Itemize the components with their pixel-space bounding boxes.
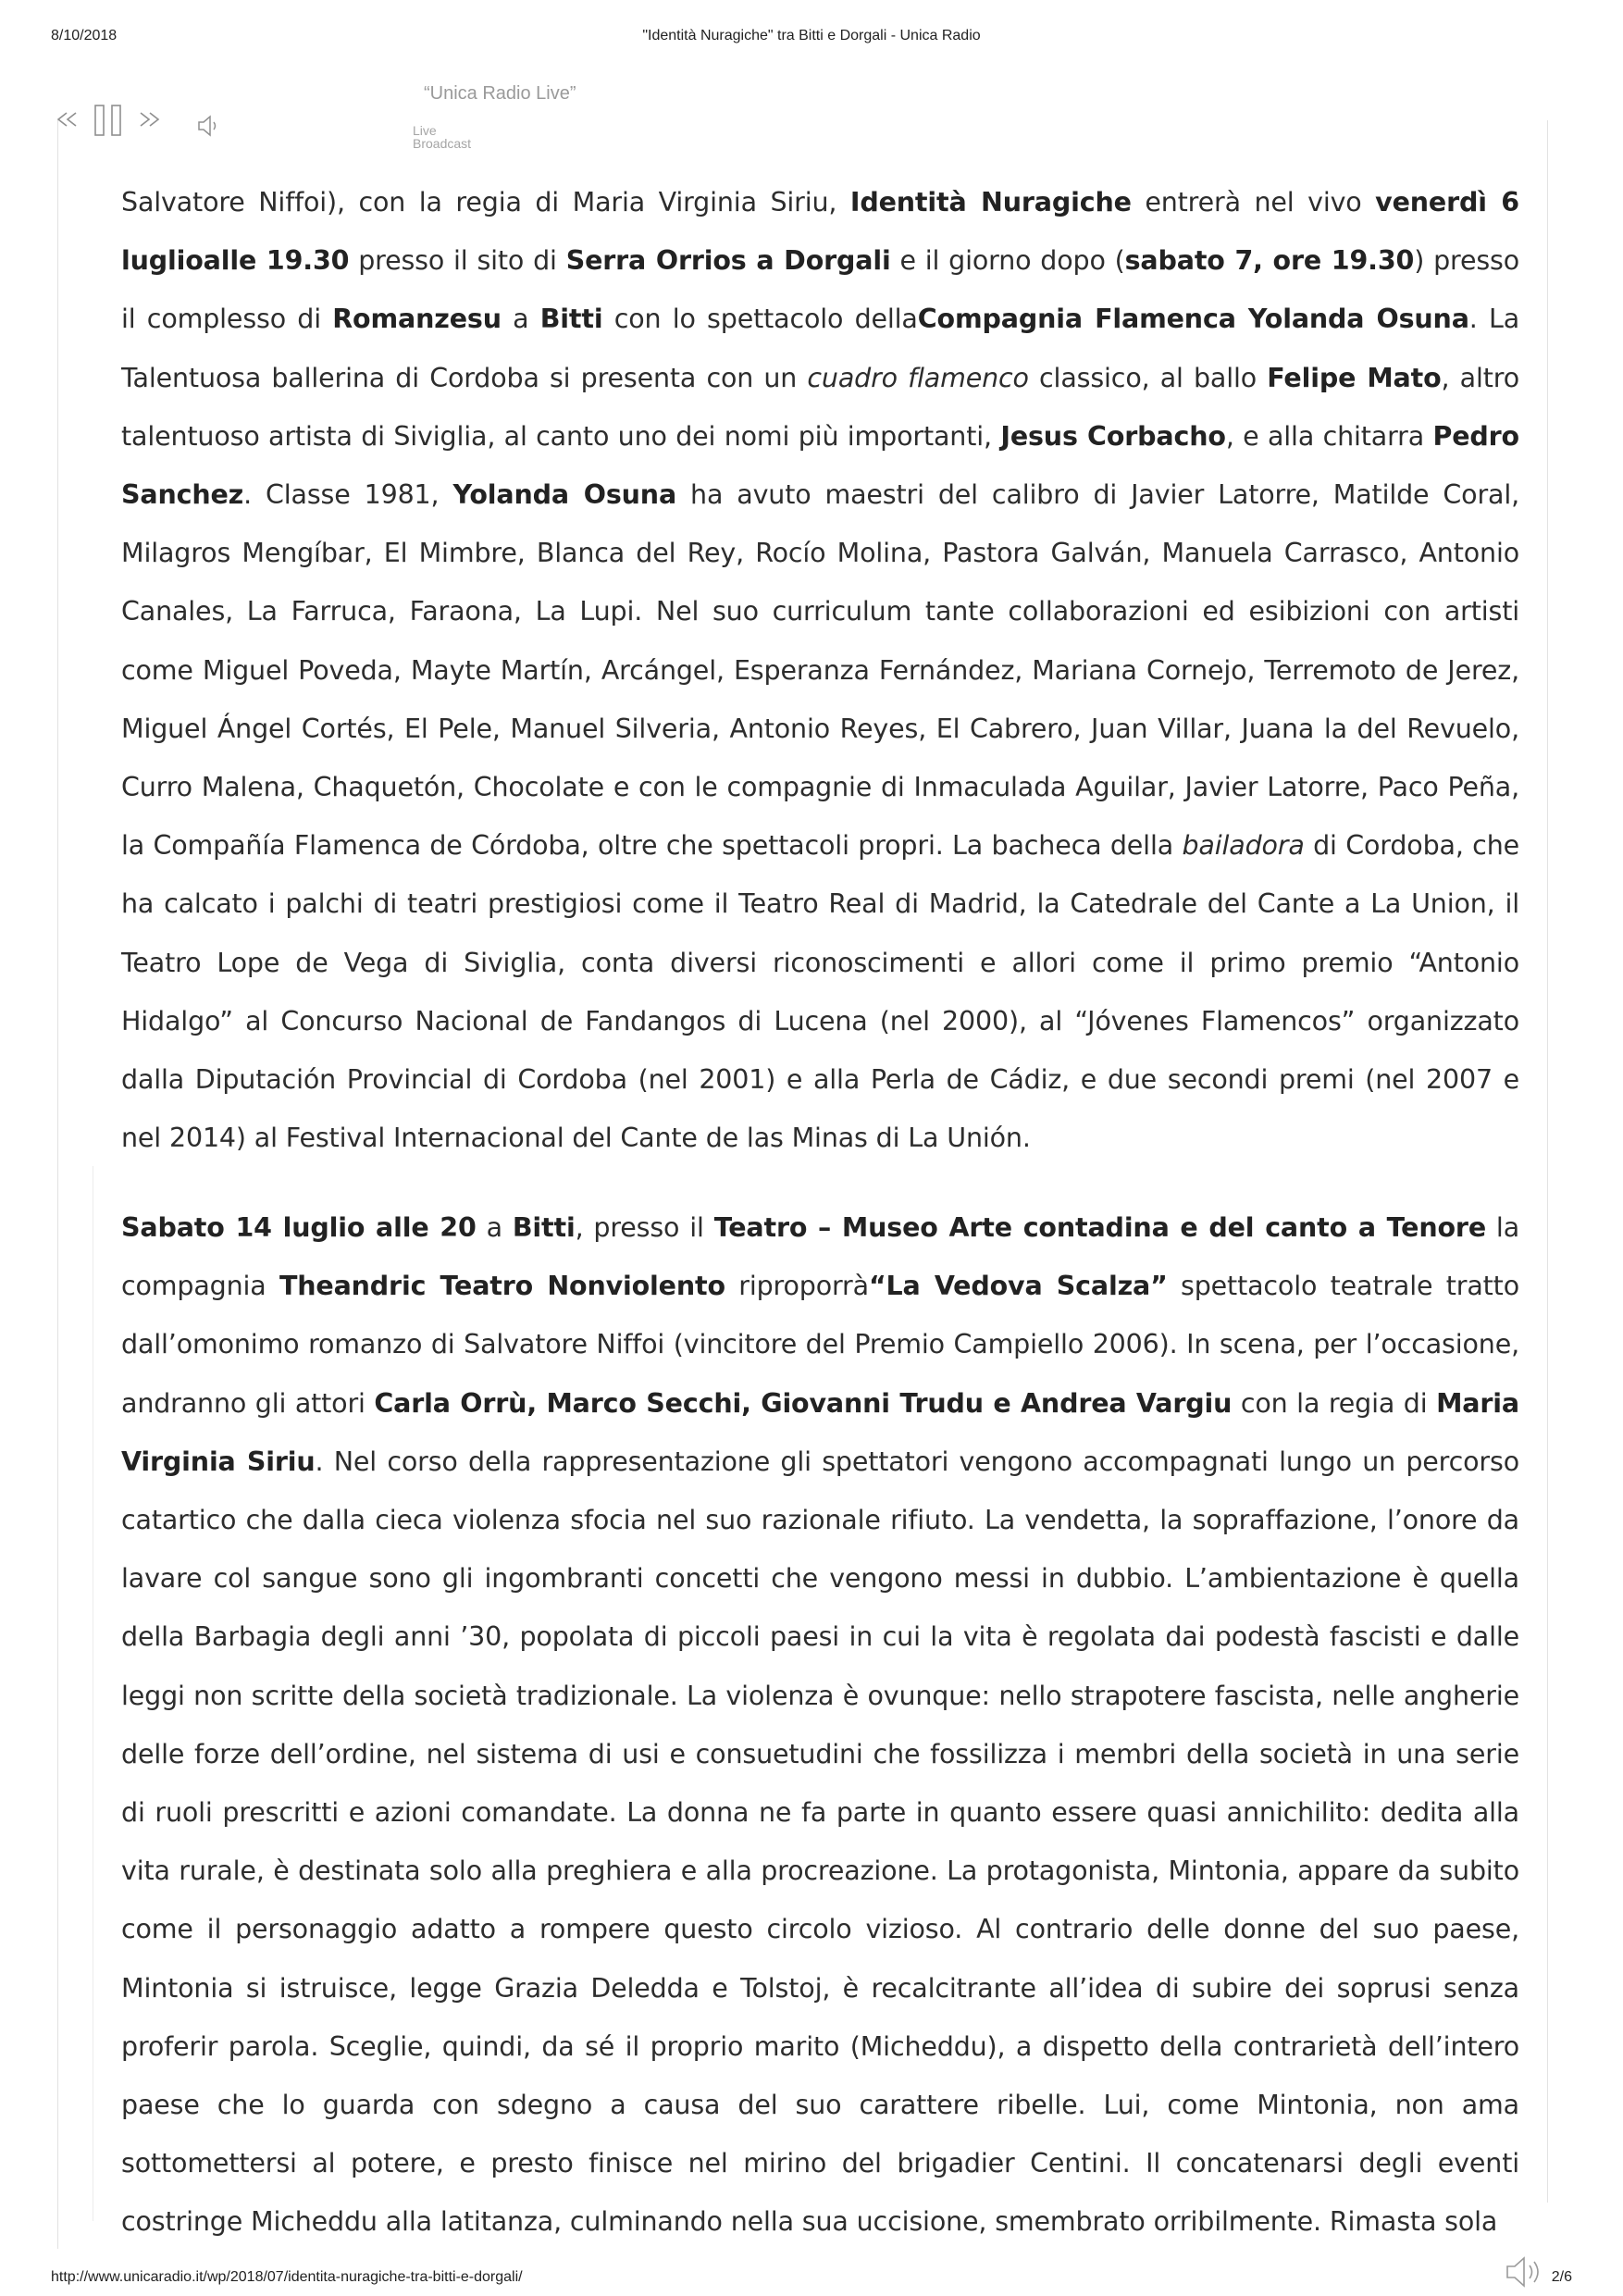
bold-text: Teatro – Museo Arte contadina e del canto a Tenore bbox=[713, 1212, 1487, 1243]
text-run: , altro talentuoso artista di Siviglia, al canto uno dei nomi più importanti, bbox=[121, 362, 1519, 452]
text-run: Salvatore Niffoi), con la regia di Maria Virginia Siriu, bbox=[121, 187, 850, 217]
text-run: con lo spettacolo della bbox=[602, 304, 918, 335]
bold-text: Maria Virginia Siriu bbox=[121, 1387, 1519, 1477]
text-run: ) presso il complesso di bbox=[121, 245, 1520, 335]
text-run: . Classe 1981, bbox=[243, 479, 453, 511]
bold-text: sabato 7, ore 19.30 bbox=[1124, 245, 1415, 277]
text-run: presso il sito di bbox=[349, 245, 566, 277]
page-border-right bbox=[1547, 120, 1548, 2203]
italic-text: cuadro flamenco bbox=[807, 362, 1029, 393]
page-border-left bbox=[57, 120, 58, 2249]
text-run: a bbox=[501, 304, 540, 335]
text-run: , presso il bbox=[575, 1212, 714, 1243]
bold-text: Carla Orrù, Marco Secchi, Giovanni Trudu e Andrea Vargiu bbox=[374, 1387, 1233, 1419]
text-run: a bbox=[476, 1212, 513, 1243]
paragraph-text bbox=[121, 1198, 1519, 2252]
bold-text: Identità Nuragiche bbox=[849, 187, 1132, 217]
text-run: entrerà nel vivo bbox=[1131, 187, 1376, 217]
bold-text: Sabato 14 luglio alle 20 bbox=[121, 1212, 477, 1243]
bold-text: Theandric Teatro Nonviolento bbox=[279, 1271, 725, 1302]
bold-text: Bitti bbox=[539, 304, 603, 335]
paragraph-text bbox=[121, 173, 1519, 1167]
bold-text: Serra Orrios a Dorgali bbox=[565, 245, 891, 277]
text-run: . La Talentuosa ballerina di Cordoba si presenta con un bbox=[121, 304, 1520, 393]
rewind-icon[interactable] bbox=[56, 111, 80, 128]
article-paragraph-1 bbox=[121, 173, 1519, 1167]
bold-text: “La Vedova Scalza” bbox=[868, 1271, 1168, 1302]
text-run: , e alla chitarra bbox=[1225, 420, 1433, 452]
bold-text: Compagnia Flamenca Yolanda Osuna bbox=[917, 304, 1469, 335]
bold-text: Felipe Mato bbox=[1267, 362, 1442, 393]
text-run: spettacolo teatrale tratto dall’omonimo romanzo di Salvatore Niffoi (vincitore del Premio Campiello 2006). In scena, per l’occasione, andranno gli attori bbox=[121, 1271, 1519, 1419]
live-label-line1: Live bbox=[413, 123, 437, 138]
bold-text: Jesus Corbacho bbox=[1000, 420, 1226, 452]
text-run: la compagnia bbox=[121, 1212, 1520, 1302]
bold-text: Yolanda Osuna bbox=[452, 479, 677, 511]
print-url: http://www.unicaradio.it/wp/2018/07/identita-nuragiche-tra-bitti-e-dorgali/ bbox=[51, 2269, 523, 2285]
bold-text: Romanzesu bbox=[332, 304, 502, 335]
article-paragraph-2 bbox=[121, 1198, 1519, 2252]
radio-player-bar bbox=[51, 76, 625, 159]
print-page-number: 2/6 bbox=[1551, 2269, 1572, 2285]
forward-icon[interactable] bbox=[137, 111, 161, 128]
text-run: . Nel corso della rappresentazione gli spettatori vengono accompagnati lungo un percorso catartico che dalla cieca violenza sfocia nel suo razionale rifiuto. La vendetta, la sopraffazione, l’onore da lavare col sangue sono gli ingombranti concetti che vengono messi in dubbio. L’ambientazione è quella della Barbagia degli anni ’30, popolata di piccoli paesi in cui la vita è regolata dai podestà fascisti e dalle leggi non scritte della società tradizionale. La violenza è ovunque: nello strapotere fascista, nelle angherie delle forze dell’ordine, nel sistema di usi e consuetudini che fossilizza i membri della società in una serie di ruoli prescritti e azioni comandate. La donna ne fa parte in quanto essere quasi annichilito: dedita alla vita rurale, è destinata solo alla preghiera e alla procreazione. La protagonista, Mintonia, appare da subito come il personaggio adatto a rompere questo circolo vizioso. Al contrario delle donne del suo paese, Mintonia si istruisce, legge Grazia Deledda e Tolstoj, è recalcitrante all’idea di subire dei soprusi senza proferir parola. Sceglie, quindi, da sé il proprio marito (Micheddu), a dispetto della contrarietà dell’intero paese che lo guarda con sdegno a causa del suo carattere ribelle. Lui, come Mintonia, non ama sottomettersi al potere, e presto finisce nel mirino del brigadier Centini. Il concatenarsi degli eventi costringe Micheddu alla latitanza, culminando nella sua uccisione, smembrato orribilmente. Rimasta sola bbox=[121, 1446, 1519, 2238]
text-run: classico, al ballo bbox=[1028, 362, 1268, 393]
bold-text: venerdì 6 luglioalle 19.30 bbox=[121, 187, 1519, 277]
text-run: con la regia di bbox=[1232, 1387, 1437, 1419]
text-run: riproporrà bbox=[725, 1271, 869, 1302]
pause-icon[interactable] bbox=[93, 104, 124, 137]
bold-text: Pedro Sanchez bbox=[121, 420, 1519, 511]
volume-icon[interactable] bbox=[196, 113, 222, 139]
print-footer bbox=[51, 2269, 1572, 2291]
station-name: “Unica Radio Live” bbox=[424, 83, 576, 104]
italic-text: bailadora bbox=[1182, 830, 1305, 862]
text-run: e il giorno dopo ( bbox=[890, 245, 1125, 277]
print-header bbox=[51, 28, 1572, 50]
print-page-title: "Identità Nuragiche" tra Bitti e Dorgali - Unica Radio bbox=[642, 28, 981, 43]
text-run: ha avuto maestri del calibro di Javier Latorre, Matilde Coral, Milagros Mengíbar, El Mimbre, Blanca del Rey, Rocío Molina, Pastora Galván, Manuela Carrasco, Antonio Canales, La Farruca, Faraona, La Lupi. Nel suo curriculum tante collaborazioni ed esibizioni con artisti come Miguel Poveda, Mayte Martín, Arcángel, Esperanza Fernández, Mariana Cornejo, Terremoto de Jerez, Miguel Ángel Cortés, El Pele, Manuel Silveria, Antonio Reyes, El Cabrero, Juan Villar, Juana la del Revuelo, Curro Malena, Chaquetón, Chocolate e con le compagnie di Inmaculada Aguilar, Javier Latorre, Paco Peña, la Compañía Flamenca de Córdoba, oltre che spettacoli propri. La bacheca della bbox=[121, 479, 1520, 862]
live-label-line2: Broadcast bbox=[413, 136, 472, 151]
text-run: di Cordoba, che ha calcato i palchi di teatri prestigiosi come il Teatro Real di Madrid, la Catedrale del Cante a La Union, il Teatro Lope de Vega di Siviglia, conta diversi riconoscimenti e allori come il primo premio “Antonio Hidalgo” al Concurso Nacional de Fandangos di Lucena (nel 2000), al “Jóvenes Flamencos” organizzato dalla Diputación Provincial di Cordoba (nel 2001) e alla Perla de Cádiz, e due secondi premi (nel 2007 e nel 2014) al Festival Internacional del Cante de las Minas di La Unión. bbox=[121, 830, 1519, 1154]
bold-text: Bitti bbox=[512, 1212, 576, 1243]
live-broadcast-label bbox=[413, 124, 471, 150]
print-date: 8/10/2018 bbox=[51, 28, 118, 43]
